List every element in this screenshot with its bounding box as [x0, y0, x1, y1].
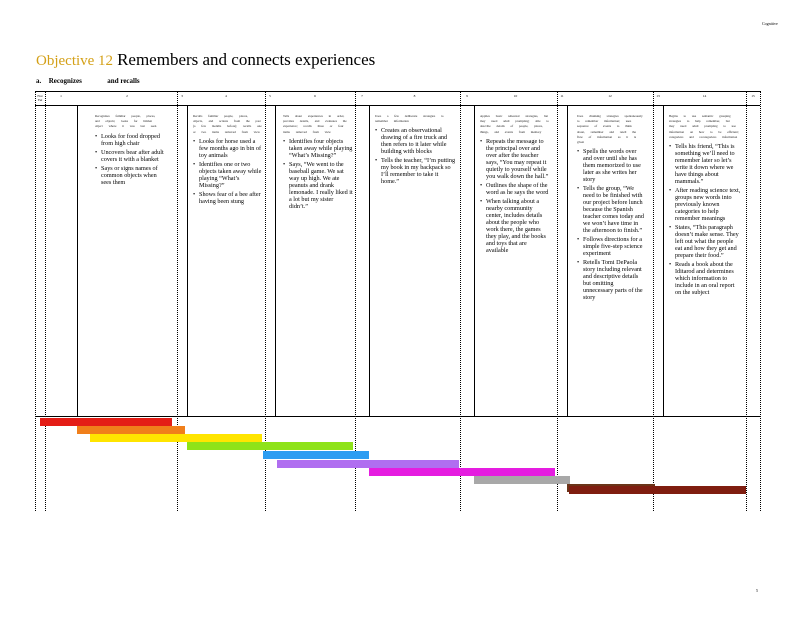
column-header: 4	[225, 94, 227, 98]
column-header: 3	[181, 94, 183, 98]
example-item: • Shows fear of a bee after having been stung	[199, 191, 263, 205]
example-item: • After reading science text, groups new words into previously known categories to help remember meanings	[675, 187, 741, 222]
grid-column-line	[653, 91, 654, 511]
grid-column-line	[77, 105, 78, 416]
column-header: 5	[269, 94, 271, 98]
progression-bar	[474, 476, 570, 484]
cell-summary: Tells about experiences in order, provides details, and evaluates the experience; recalls three or four items removed from view	[283, 114, 347, 134]
grid-column-line	[187, 105, 188, 416]
page-number: 5	[756, 588, 758, 593]
column-header: 7	[361, 94, 363, 98]
column-header: 1	[60, 94, 62, 98]
column-header: 15	[751, 94, 755, 98]
column-header: 13	[656, 94, 660, 98]
example-list	[193, 138, 263, 205]
progression-bar	[77, 426, 185, 434]
progression-cell-4	[193, 114, 263, 207]
example-item: • Creates an observational drawing of a fire truck and then refers to it later while building with blocks	[381, 127, 457, 155]
cell-summary: Recalls familiar people, places, objects, and actions from the past (a few months before); recalls one or two items removed from view	[193, 114, 262, 134]
example-item: • Tells the group, “We need to be finished with our project before lunch because the Spanish teacher comes today and we won’t have time in the afternoon to finish.”	[583, 185, 645, 234]
column-header: Not Yet	[37, 94, 43, 102]
grid-column-line	[567, 105, 568, 416]
grid-column-line	[557, 91, 558, 511]
column-header: 11	[560, 94, 564, 98]
grid-top-line	[35, 91, 760, 92]
progression-cell-2	[95, 114, 165, 188]
grid-header-line	[35, 105, 760, 106]
example-item: • Repeats the message to the principal over and over after the teacher says, “You may repeat it quietly to yourself while you walk down the hall.”	[486, 138, 550, 180]
cell-summary: Begins to use semantic grouping strategies to help remember, but may need adult prompting to use information on how to be efficient; categorizes and recategorizes information	[669, 114, 739, 139]
example-item: • Tells the teacher, “I’m putting my book in my backpack so I’ll remember to take it home.”	[381, 157, 457, 185]
grid-column-line	[474, 105, 475, 416]
example-item: • Looks for food dropped from high chair	[101, 133, 165, 147]
grid-column-line	[460, 91, 461, 511]
cell-summary: Uses a few deliberate strategies to remember information	[375, 114, 444, 124]
column-header: 8	[413, 94, 416, 98]
grid-column-line	[35, 91, 36, 511]
column-header: 12	[608, 94, 612, 98]
column-header: 2	[126, 94, 128, 98]
cell-summary: Recognizes familiar people, places, and objects; looks for hidden object where it was last seen	[95, 114, 157, 129]
grid-column-line	[177, 91, 178, 511]
objective-number: Objective 12	[36, 53, 114, 69]
page-title	[36, 50, 375, 70]
example-item: • Outlines the shape of the word as he says the word	[486, 182, 550, 196]
grid-column-line	[369, 105, 370, 416]
example-list	[283, 138, 353, 210]
cell-summary: Uses chunking strategies spontaneously to remember information; uses sequence of events to think about, remember and retell the flow of information as it is given	[577, 114, 643, 145]
grid-column-line	[45, 91, 46, 511]
column-header: 14	[702, 94, 707, 98]
cell-summary: Applies basic rehearsal strategies, but may need adult prompting; able to describe details of people, places, things, and events from memory	[480, 114, 549, 134]
example-item: • Identifies four objects taken away while playing “What’s Missing?”	[289, 138, 353, 159]
example-list	[95, 133, 165, 186]
example-item: • Looks for horse used a few months ago in bin of toy animals	[199, 138, 263, 159]
grid-column-line	[355, 91, 356, 511]
grid-column-line	[275, 105, 276, 416]
example-item: • When talking about a nearby community center, includes details about the people who work there, the games they play, and the books and toys that are available	[486, 198, 550, 254]
section-label: Cognitive	[762, 21, 778, 26]
example-list	[480, 138, 550, 254]
progression-bar	[277, 460, 459, 468]
example-item: • Spells the words over and over until she has them memorized to use later as she writes her story	[583, 148, 645, 183]
progression-cell-6	[283, 114, 353, 212]
grid-column-line	[760, 91, 761, 511]
dimension-text: Recognizes	[48, 77, 82, 85]
example-item: • Reads a book about the Iditarod and determines which information to include in an oral report on the subject	[675, 261, 741, 296]
dimension-subtitle	[36, 77, 140, 85]
progression-bar	[369, 468, 555, 476]
progression-cell-12	[577, 114, 645, 303]
progression-bar	[569, 486, 746, 494]
example-item: • Says, “We went to the baseball game. We sat way up high. We ate peanuts and drank lemonade. I really liked it a lot but my sister didn’t.”	[289, 161, 353, 210]
dimension-text-2: and recalls	[107, 77, 140, 85]
grid-column-line	[746, 91, 747, 511]
objective-title: Remembers and connects experiences	[117, 50, 376, 69]
grid-column-line	[663, 105, 664, 416]
progression-bar	[40, 418, 172, 426]
progression-cell-8	[375, 114, 457, 187]
column-header: 9	[466, 94, 468, 98]
grid-bars-line	[35, 416, 760, 417]
column-header: 10	[513, 94, 518, 98]
example-list	[669, 143, 741, 296]
example-item: • Says or signs names of common objects when sees them	[101, 165, 165, 186]
example-item: • Retells Tomi DePaola story including relevant and descriptive details but omitting unnecessary parts of the story	[583, 259, 645, 301]
progression-bar	[187, 442, 353, 450]
example-item: • States, “This paragraph doesn’t make sense. They left out what the people eat and how they get and prepare their food.”	[675, 224, 741, 259]
progression-bar	[263, 451, 369, 459]
example-item: • Tells his friend, “This is something we’ll need to remember later so let’s write it down where we have things about mammals.”	[675, 143, 741, 185]
progression-cell-10	[480, 114, 550, 256]
progression-cell-14	[669, 114, 741, 298]
example-item: • Identifies one or two objects taken away while playing “What’s Missing?”	[199, 161, 263, 189]
column-header: 6	[314, 94, 316, 98]
progression-bar	[90, 434, 262, 442]
example-item: • Follows directions for a simple five-step science experiment	[583, 236, 645, 257]
example-list	[577, 148, 645, 301]
example-item: • Uncovers bear after adult covers it with a blanket	[101, 149, 165, 163]
example-list	[375, 127, 457, 185]
dimension-letter: a.	[36, 77, 42, 85]
